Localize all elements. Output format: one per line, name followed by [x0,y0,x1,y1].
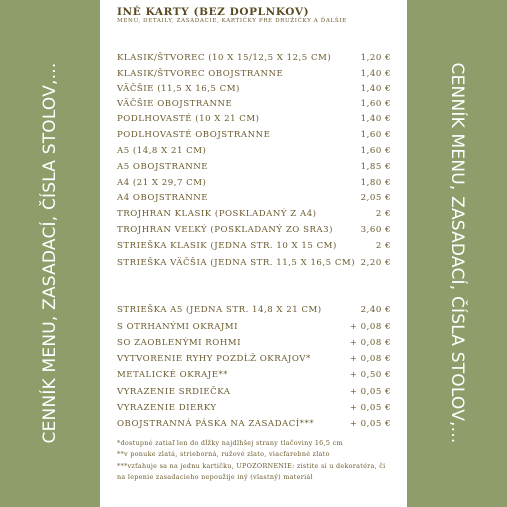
left-side-panel [0,0,100,507]
price-row [117,112,391,126]
item-price: + 0,50 € [349,370,391,380]
item-price: 2,20 € [360,258,391,268]
item-label: VÄČŠIE (11,5 X 16,5 CM) [117,84,240,94]
item-label: TROJHRAN KLASIK (POSKLADANÝ Z A4) [117,209,317,219]
footnote: *dostupné zatiaľ len do dĺžky najdlhšej strany tlačoviny 16,5 cm [117,439,343,447]
right-side-caption: CENNÍK MENU, ZASADACÍ, ČÍSLA STOLOV,... [447,62,467,444]
item-label: STRIEŠKA A5 (JEDNA STR. 14,8 X 21 CM) [117,305,322,315]
item-label: A4 (21 X 29,7 CM) [117,178,207,188]
item-label: A5 OBOJSTRANNE [117,162,209,172]
item-price: + 0,08 € [349,354,391,364]
item-label: TROJHRAN VEĽKÝ (POSKLADANÝ ZO SRA3) [117,225,333,235]
item-label: STRIEŠKA KLASIK (JEDNA STR. 10 X 15 CM) [117,241,337,251]
item-label: VYRAZENIE DIERKY [117,403,217,413]
item-label: SO ZAOBLENÝMI ROHMI [117,338,242,348]
item-label: STRIEŠKA VÄČŠIA (JEDNA STR. 11,5 X 16,5 CM) [117,258,356,268]
item-price: 1,80 € [360,178,391,188]
item-price: + 0,08 € [349,338,391,348]
price-row [117,303,391,317]
item-label: PODLHOVASTÉ OBOJSTRANNE [117,130,271,140]
item-label: A5 (14,8 X 21 CM) [117,146,207,156]
price-row [117,82,391,96]
price-row [117,368,391,382]
price-row [117,128,391,142]
item-price: 2 € [375,241,391,251]
item-label: VYTVORENIE RYHY POZDĹŽ OKRAJOV* [117,354,311,364]
price-row [117,207,391,221]
price-row [117,191,391,205]
card-title: INÉ KARTY (BEZ DOPLNKOV) [117,6,310,18]
item-price: 1,40 € [360,114,391,124]
item-price: 2,40 € [360,305,391,315]
price-row [117,160,391,174]
price-row [117,67,391,81]
item-label: PODLHOVASTÉ (10 X 21 CM) [117,114,260,124]
footnote: **v ponuke zlatá, strieborná, ružové zlato, viacfarebné zlato [117,450,330,458]
item-price: 2 € [375,209,391,219]
item-price: + 0,05 € [349,403,391,413]
item-price: 3,60 € [360,225,391,235]
item-label: KLASIK/ŠTVOREC (10 X 15/12,5 X 12,5 CM) [117,53,332,63]
item-price: 1,85 € [360,162,391,172]
item-price: 2,05 € [360,193,391,203]
price-row [117,352,391,366]
item-price: + 0,05 € [349,387,391,397]
item-label: KLASIK/ŠTVOREC OBOJSTRANNE [117,69,284,79]
item-price: + 0,05 € [349,419,391,429]
price-row [117,417,391,431]
item-price: 1,60 € [360,130,391,140]
price-row [117,320,391,334]
price-row [117,97,391,111]
item-price: 1,60 € [360,99,391,109]
item-label: METALICKÉ OKRAJE** [117,370,229,380]
item-label: OBOJSTRANNÁ PÁSKA NA ZASADACÍ*** [117,419,315,429]
item-label: VYRAZENIE SRDIEČKA [117,387,231,397]
item-price: 1,40 € [360,84,391,94]
price-row [117,256,391,270]
price-row [117,223,391,237]
item-price: + 0,08 € [349,322,391,332]
price-row [117,239,391,253]
item-label: VÄČŠIE OBOJSTRANNE [117,99,233,109]
price-row [117,336,391,350]
item-label: S OTRHANÝMI OKRAJMI [117,322,238,332]
item-price: 1,20 € [360,53,391,63]
price-row [117,144,391,158]
price-row [117,51,391,65]
card-subtitle: MENU, DETAILY, ZASADACIE, KARTIČKY PRE DRUŽIČKY A ĎALŠIE [117,18,347,24]
left-side-caption: CENNÍK MENU, ZASADACÍ, ČÍSLA STOLOV,... [40,62,60,444]
price-row [117,385,391,399]
footnote: ***vzťahuje sa na jednu kartičku, UPOZORNENIE: zistite si u dekoratéra, či na lepenie zasadacieho nepoužije iný (vlastný) materiál [117,462,386,481]
item-label: A4 OBOJSTRANNE [117,193,209,203]
price-row [117,176,391,190]
item-price: 1,40 € [360,69,391,79]
item-price: 1,60 € [360,146,391,156]
price-card [100,0,407,507]
right-side-panel [407,0,507,507]
price-row [117,401,391,415]
